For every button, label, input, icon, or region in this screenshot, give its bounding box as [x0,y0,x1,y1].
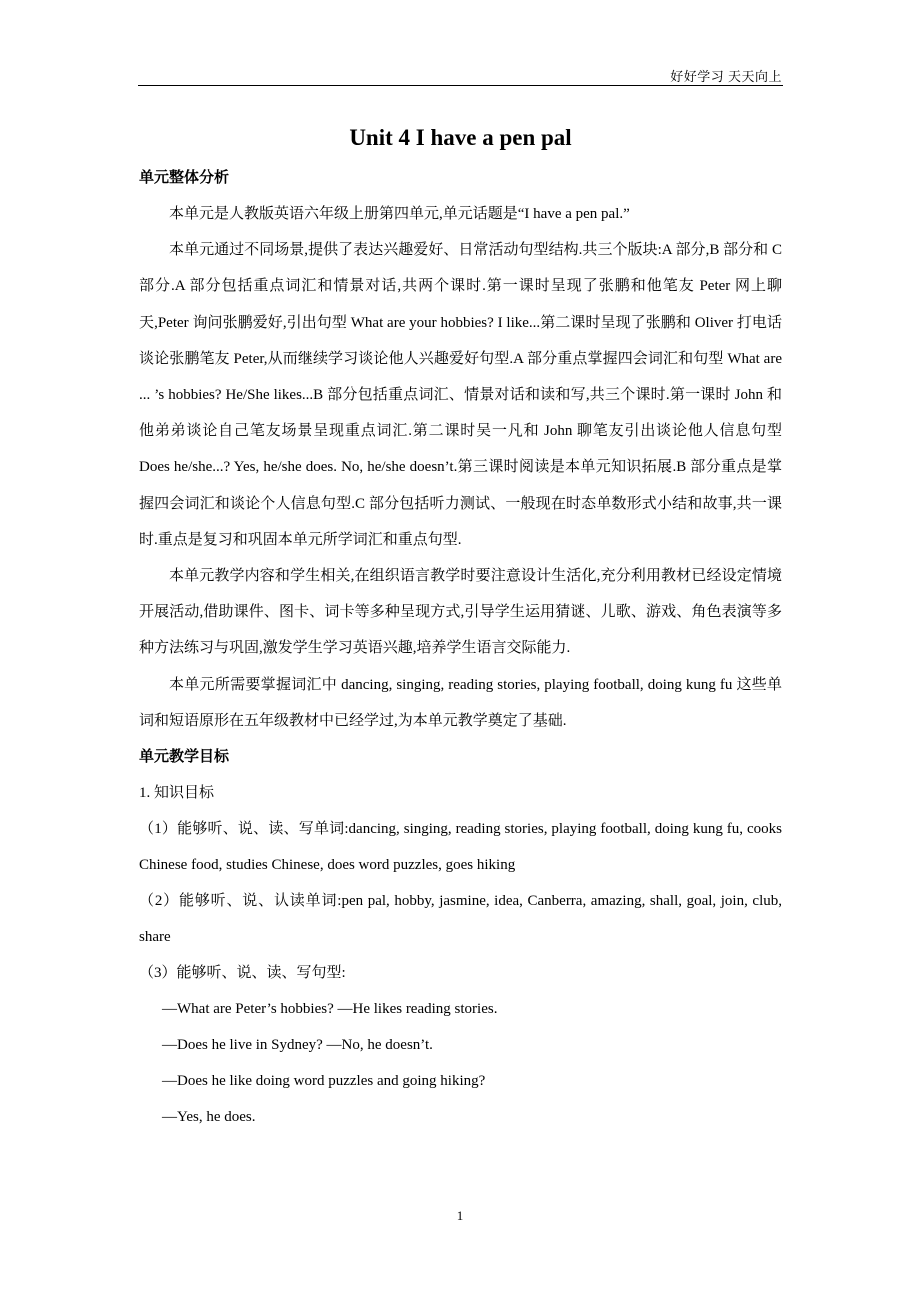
goal-subitem: （3）能够听、说、读、写句型: [139,965,346,982]
page-number: 1 [456,1208,464,1223]
knowledge-goal-item: 1. 知识目标 [139,785,215,802]
page-header: 好好学习 天天向上 [670,69,782,84]
dialogue-line: —What are Peter’s hobbies? —He likes reading stories. [162,1001,498,1018]
dialogue-line: —Yes, he does. [162,1109,256,1126]
goal-subitem: （1）能够听、说、读、写单词:dancing, singing, reading stories, playing football, doing kung fu, cooks Chinese food, studies Chinese, does word puzzles, goes hiking [139,821,782,874]
document-title: Unit 4 I have a pen pal [349,125,572,150]
analysis-heading: 单元整体分析 [139,170,230,186]
dialogue-line: —Does he like doing word puzzles and going hiking? [162,1073,486,1090]
goal-subitem: （2）能够听、说、认读单词:pen pal, hobby, jasmine, idea, Canberra, amazing, shall, goal, join, club, share [139,893,782,946]
goals-heading: 单元教学目标 [139,749,230,766]
document-body [139,118,782,1135]
analysis-paragraph: 本单元教学内容和学生相关,在组织语言教学时要注意设计生活化,充分利用教材已经设定情境开展活动,借助课件、图卡、词卡等多种呈现方式,引导学生运用猜谜、儿歌、游戏、角色表演等多种方法练习与巩固,激发学生学习英语兴趣,培养学生语言交际能力. [139,568,782,657]
header-rule [138,85,783,86]
analysis-paragraph: 本单元通过不同场景,提供了表达兴趣爱好、日常活动句型结构.共三个版块:A 部分,B 部分和 C 部分.A 部分包括重点词汇和情景对话,共两个课时.第一课时呈现了张鹏和他笔友 Peter 网上聊天,Peter 询问张鹏爱好,引出句型 What are your hobbies? I like...第二课时呈现了张鹏和 Oliver 打电话谈论张鹏笔友 Peter,从而继续学习谈论他人兴趣爱好句型.A 部分重点掌握四会词汇和句型 What are ... ’s hobbies? He/She likes...B 部分包括重点词汇、情景对话和读和写,共三个课时.第一课时 John 和他弟弟谈论自己笔友场景呈现重点词汇.第二课时吴一凡和 John 聊笔友引出谈论他人信息句型 Does he/she...? Yes, he/she does. No, he/she doesn’t.第三课时阅读是本单元知识拓展.B 部分重点是掌握四会词汇和谈论个人信息句型.C 部分包括听力测试、一般现在时态单数形式小结和故事,共一课时.重点是复习和巩固本单元所学词汇和重点句型. [139,242,782,548]
analysis-paragraph: 本单元是人教版英语六年级上册第四单元,单元话题是“I have a pen pal.” [169,206,630,222]
dialogue-line: —Does he live in Sydney? —No, he doesn’t. [162,1037,433,1054]
analysis-paragraph: 本单元所需要掌握词汇中 dancing, singing, reading stories, playing football, doing kung fu 这些单词和短语原形在五年级教材中已经学过,为本单元教学奠定了基础. [139,676,782,729]
